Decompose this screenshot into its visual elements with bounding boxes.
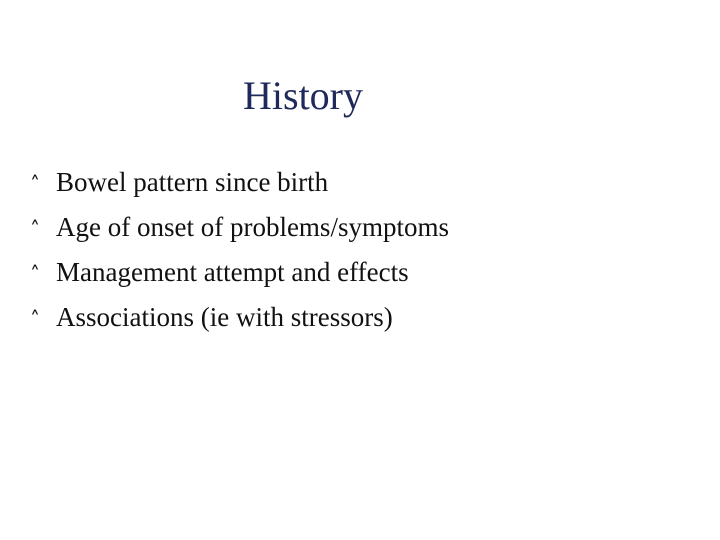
bullet-item xyxy=(30,160,449,205)
bullet-list xyxy=(30,160,449,340)
bullet-text: Associations (ie with stressors) xyxy=(56,302,393,332)
bullet-text: Management attempt and effects xyxy=(56,257,409,287)
caret-up-bullet-icon: ˄ xyxy=(30,307,40,331)
bullet-item xyxy=(30,295,449,340)
caret-up-bullet-icon: ˄ xyxy=(30,217,40,241)
slide-title: History xyxy=(243,73,363,118)
caret-up-bullet-icon: ˄ xyxy=(30,172,40,196)
bullet-text: Age of onset of problems/symptoms xyxy=(56,212,449,242)
bullet-item xyxy=(30,205,449,250)
bullet-text: Bowel pattern since birth xyxy=(56,167,329,197)
caret-up-bullet-icon: ˄ xyxy=(30,262,40,286)
bullet-item xyxy=(30,250,449,295)
